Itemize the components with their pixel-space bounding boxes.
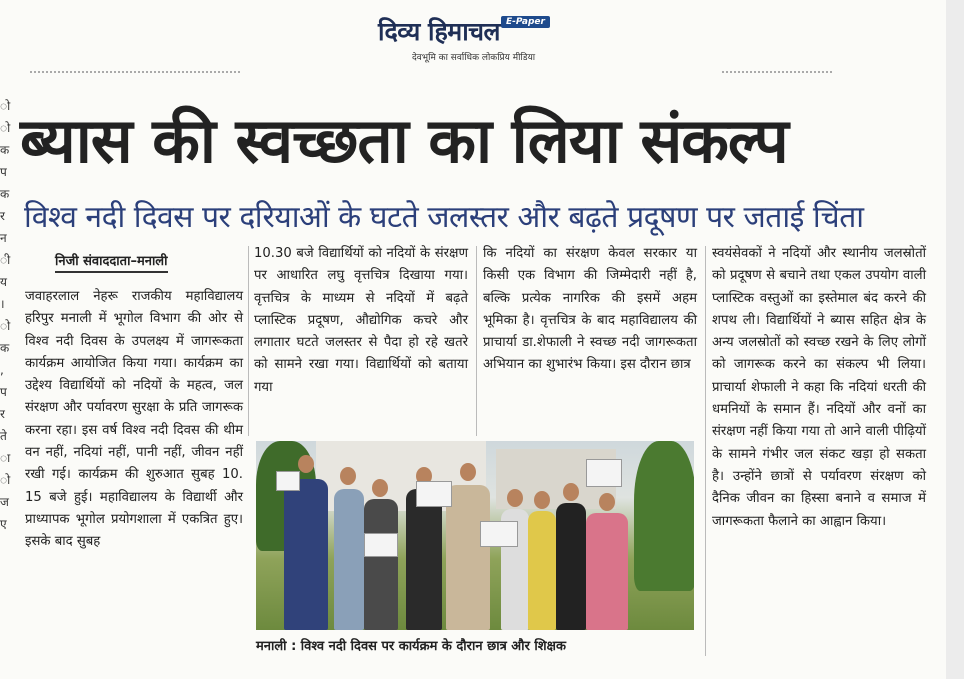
- photo-placard: [276, 471, 300, 491]
- left-fragment-char: ो: [0, 99, 11, 113]
- column-text: जवाहरलाल नेहरू राजकीय महाविद्यालय हरिपुर मनाली में भूगोल विभाग की ओर से विश्व नदी दिवस के उपलक्ष्य में जागरूकता कार्यक्रम आयोजित किया गया। कार्यक्रम का उद्देश्य विद्यार्थियों को नदियों के महत्व, जल संरक्षण और पर्यावरण सुरक्षा के प्रति जागरूक करना रहा। इस वर्ष विश्व नदी दिवस की थीम वन नहीं, नदियां नहीं, पानी नहीं, जीवन नहीं रखी गई। कार्यक्रम की शुरुआत सुबह 10. 15 बजे हुई। महाविद्यालय के विद्यार्थी और प्राध्यापक भूगोल प्रयोगशाला में एकत्रित हुए। इसके बाद सुबह: [25, 289, 243, 550]
- left-fragment-char: ी: [0, 253, 11, 267]
- headline: ब्यास की स्वच्छता का लिया संकल्प: [20, 104, 788, 177]
- left-fragment-char: र: [0, 209, 5, 223]
- photo-person: [556, 503, 586, 630]
- photo-person: [446, 485, 490, 630]
- column-divider: [248, 246, 249, 436]
- photo-caption: मनाली : विश्व नदी दिवस पर कार्यक्रम के दौरान छात्र और शिक्षक: [256, 639, 566, 654]
- masthead[interactable]: [378, 14, 554, 66]
- subheadline: विश्व नदी दिवस पर दरियाओं के घटते जलस्तर और बढ़ते प्रदूषण पर जताई चिंता: [24, 200, 864, 235]
- left-fragment-char: य: [0, 275, 7, 289]
- photo-person-head: [372, 479, 388, 497]
- article-photo[interactable]: [256, 441, 694, 630]
- adjacent-column-cut: [0, 95, 10, 655]
- left-fragment-char: ,: [0, 363, 4, 377]
- left-fragment-char: क: [0, 187, 10, 201]
- column-text: कि नदियों का संरक्षण केवल सरकार या किसी एक विभाग की जिम्मेदारी नहीं है, बल्कि प्रत्येक नागरिक की इसमें अहम भूमिका है। वृत्तचित्र के बाद महाविद्यालय की प्राचार्या डा.शेफाली ने स्वच्छ नदी जागरूकता अभियान का शुभारंभ किया। इस दौरान छात्र: [483, 246, 697, 373]
- column-text: स्वयंसेवकों ने नदियों और स्थानीय जलस्रोतों को प्रदूषण से बचाने तथा एकल उपयोग वाली प्लास्टिक वस्तुओं का इस्तेमाल बंद करने की शपथ ली। विद्यार्थियों ने ब्यास सहित क्षेत्र के अन्य जलस्रोतों को स्वच्छ रखने के लिए लोगों को जागरूक करने का संकल्प भी लिया। प्राचार्या शेफाली ने कहा कि नदियां धरती की धमनियों के समान हैं। नदियों और वनों का संरक्षण नहीं किया गया तो आने वाली पीढ़ियों के सामने गंभीर जल संकट खड़ा हो सकता है। उन्होंने छात्रों से पर्यावरण संरक्षण को दैनिक जीवन का हिस्सा बनाने व समाज में जागरूकता फैलाने का आह्वान किया।: [712, 246, 926, 529]
- photo-placard: [416, 481, 452, 507]
- photo-person-head: [507, 489, 523, 507]
- photo-placard: [364, 533, 398, 557]
- photo-person: [528, 511, 556, 630]
- article-column-1: [25, 286, 243, 554]
- article-column-3: [483, 243, 697, 377]
- left-fragment-char: प: [0, 165, 7, 179]
- left-fragment-char: ।: [0, 297, 5, 311]
- photo-placard: [586, 459, 622, 487]
- left-fragment-char: ो: [0, 121, 11, 135]
- cut-text-fragment: [722, 71, 832, 78]
- left-fragment-char: ो: [0, 473, 11, 487]
- left-fragment-char: ते: [0, 429, 7, 443]
- article-column-4: [712, 243, 926, 533]
- column-divider: [476, 246, 477, 436]
- photo-person: [586, 513, 628, 630]
- left-fragment-char: र: [0, 407, 5, 421]
- photo-person-head: [599, 493, 615, 511]
- photo-tree: [634, 441, 694, 591]
- photo-person-head: [534, 491, 550, 509]
- cut-text-fragment: [30, 71, 240, 78]
- photo-person-head: [460, 463, 476, 481]
- left-fragment-char: प: [0, 385, 7, 399]
- left-fragment-char: क: [0, 143, 10, 157]
- column-divider: [705, 246, 706, 656]
- photo-person-head: [298, 455, 314, 473]
- epaper-badge: E-Paper: [501, 16, 550, 28]
- column-text: 10.30 बजे विद्यार्थियों को नदियों के संरक्षण पर आधारित लघु वृत्तचित्र दिखाया गया। वृत्तचित्र के माध्यम से नदियों में बढ़ते प्लास्टिक प्रदूषण, औद्योगिक कचरे और लगातार घटते जलस्तर से पैदा हो रहे खतरे को सामने रखा गया। विद्यार्थियों को बताया गया: [254, 246, 468, 395]
- left-fragment-char: क: [0, 341, 10, 355]
- left-fragment-char: न: [0, 231, 7, 245]
- photo-person-head: [340, 467, 356, 485]
- article-column-2: [254, 243, 468, 399]
- masthead-logo-title: दिव्य हिमाचल: [378, 17, 501, 46]
- photo-person-head: [563, 483, 579, 501]
- photo-person: [364, 499, 398, 630]
- masthead-tagline: देवभूमि का सर्वाधिक लोकप्रिय मीडिया: [412, 53, 536, 63]
- photo-person: [334, 489, 364, 630]
- left-fragment-char: ो: [0, 319, 11, 333]
- page-edge: [946, 0, 964, 679]
- photo-placard: [480, 521, 518, 547]
- byline: निजी संवाददाता–मनाली: [55, 251, 168, 273]
- left-fragment-char: ा: [0, 451, 11, 465]
- left-fragment-char: ज: [0, 495, 9, 509]
- photo-person: [284, 479, 328, 630]
- left-fragment-char: ए: [0, 517, 7, 531]
- photo-person: [406, 489, 442, 630]
